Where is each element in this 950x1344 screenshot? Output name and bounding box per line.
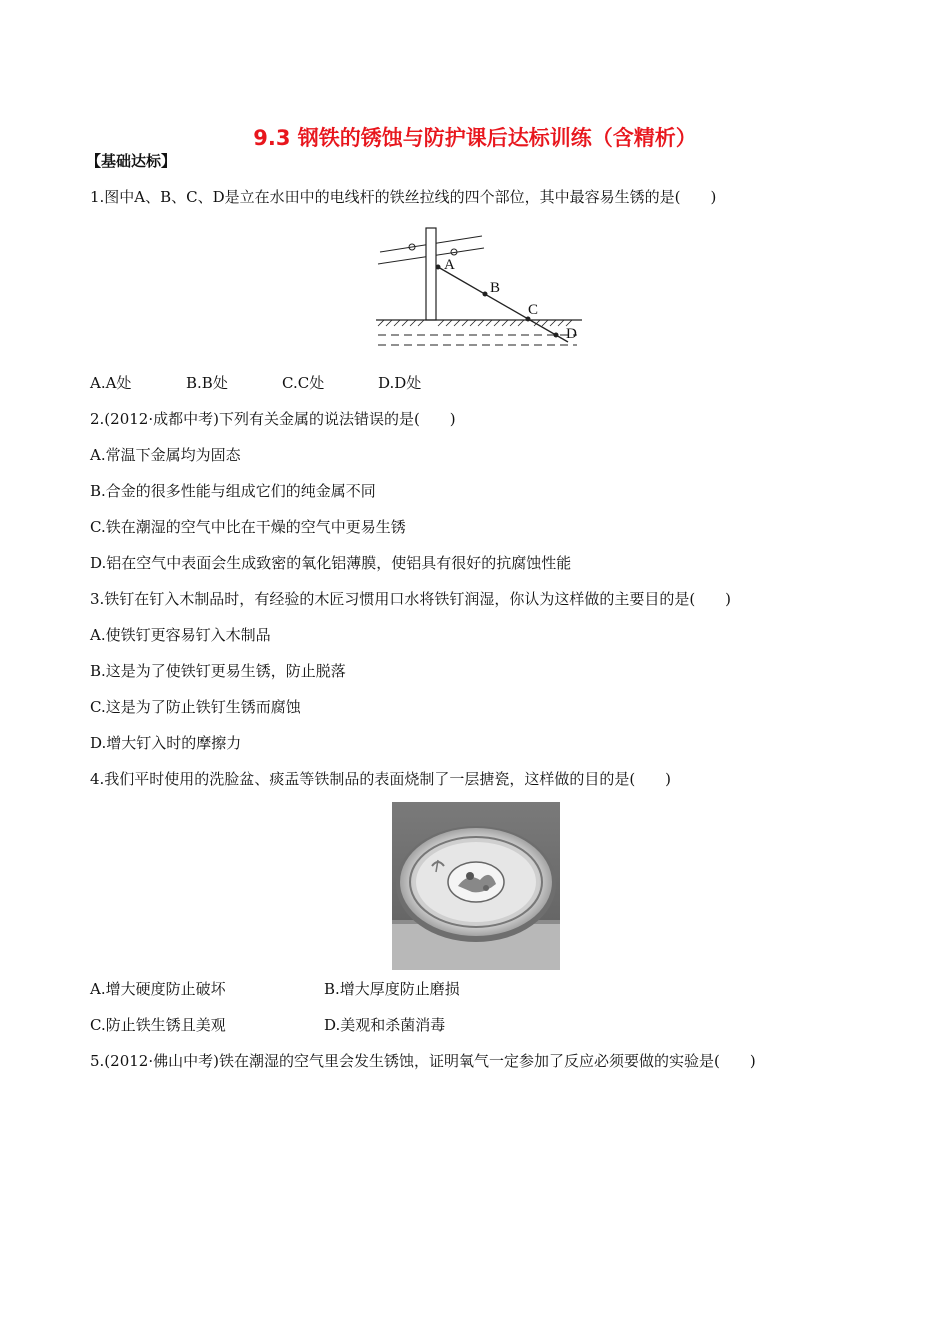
label-d: D <box>566 326 577 342</box>
q2-option-d: D.铝在空气中表面会生成致密的氧化铝薄膜，使铝具有很好的抗腐蚀性能 <box>90 554 572 572</box>
q1-option-d: D.D处 <box>378 374 422 392</box>
q4-option-c: C.防止铁生锈且美观 <box>90 1016 226 1034</box>
q2-option-c: C.铁在潮湿的空气中比在干燥的空气中更易生锈 <box>90 518 406 536</box>
q2-option-b: B.合金的很多性能与组成它们的纯金属不同 <box>90 482 376 500</box>
q4-option-a: A.增大硬度防止破坏 <box>90 980 226 998</box>
q1-option-b: B.B处 <box>186 374 228 392</box>
enamel-basin-photo <box>392 802 560 970</box>
q1-option-c: C.C处 <box>282 374 325 392</box>
question-4-stem: 4.我们平时使用的洗脸盆、痰盂等铁制品的表面烧制了一层搪瓷，这样做的目的是( ) <box>90 770 672 788</box>
q3-option-d: D.增大钉入时的摩擦力 <box>90 734 242 752</box>
page-title: 9.3 钢铁的锈蚀与防护课后达标训练（含精析） <box>253 126 697 150</box>
label-c: C <box>528 302 539 318</box>
label-b: B <box>490 280 501 296</box>
q1-option-a: A.A处 <box>90 374 132 392</box>
section-heading: 【基础达标】 <box>86 152 177 170</box>
pole-guy-wire-figure <box>372 222 592 354</box>
label-a: A <box>444 257 455 273</box>
question-2-stem: 2.(2012·成都中考)下列有关金属的说法错误的是( ) <box>90 410 456 428</box>
q3-option-c: C.这是为了防止铁钉生锈而腐蚀 <box>90 698 301 716</box>
question-5-stem: 5.(2012·佛山中考)铁在潮湿的空气里会发生锈蚀，证明氧气一定参加了反应必须要做的实验是( ) <box>90 1052 756 1070</box>
q2-option-a: A.常温下金属均为固态 <box>90 446 241 464</box>
question-3-stem: 3.铁钉在钉入木制品时，有经验的木匠习惯用口水将铁钉润湿，你认为这样做的主要目的是( ) <box>90 590 732 608</box>
q3-option-a: A.使铁钉更容易钉入木制品 <box>90 626 271 644</box>
q4-option-b: B.增大厚度防止磨损 <box>324 980 460 998</box>
question-1-stem: 1.图中A、B、C、D是立在水田中的电线杆的铁丝拉线的四个部位，其中最容易生锈的是( ) <box>90 188 717 206</box>
q3-option-b: B.这是为了使铁钉更易生锈，防止脱落 <box>90 662 346 680</box>
q4-option-d: D.美观和杀菌消毒 <box>324 1016 446 1034</box>
